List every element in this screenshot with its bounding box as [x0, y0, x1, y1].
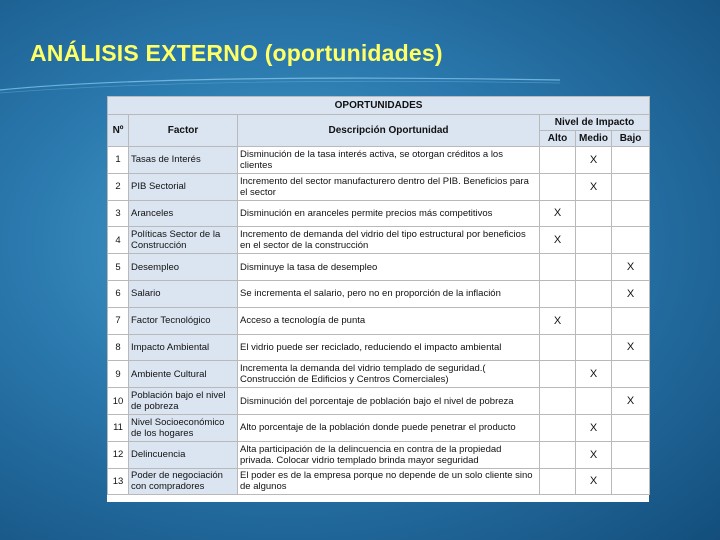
impact-alto [540, 280, 576, 307]
table-row [108, 441, 650, 468]
impact-medio [576, 280, 612, 307]
impact-alto [540, 361, 576, 388]
impact-bajo [612, 307, 650, 334]
row-number: 5 [108, 254, 129, 281]
row-description: Disminución del porcentaje de población bajo el nivel de pobreza [238, 388, 540, 415]
row-description: Disminuye la tasa de desempleo [238, 254, 540, 281]
impact-alto [540, 147, 576, 174]
impact-alto [540, 414, 576, 441]
impact-medio [576, 334, 612, 361]
impact-medio [576, 307, 612, 334]
impact-bajo: X [612, 334, 650, 361]
table-caption: OPORTUNIDADES [108, 97, 650, 115]
impact-alto [540, 254, 576, 281]
table-row [108, 361, 650, 388]
row-description: Disminución en aranceles permite precios más competitivos [238, 200, 540, 227]
row-description: Alta participación de la delincuencia en contra de la propiedad privada. Colocar vidrio templado brinda mayor seguridad [238, 441, 540, 468]
impact-alto: X [540, 200, 576, 227]
row-number: 12 [108, 441, 129, 468]
impact-medio [576, 254, 612, 281]
table-row [108, 414, 650, 441]
table-row [108, 147, 650, 174]
row-number: 9 [108, 361, 129, 388]
row-factor: Poder de negociación con compradores [129, 468, 238, 495]
impact-alto [540, 173, 576, 200]
header-num: Nº [108, 115, 129, 147]
row-number: 7 [108, 307, 129, 334]
row-factor: Políticas Sector de la Construcción [129, 227, 238, 254]
impact-bajo [612, 200, 650, 227]
table-row [108, 280, 650, 307]
impact-medio: X [576, 414, 612, 441]
impact-medio [576, 200, 612, 227]
row-description: Se incrementa el salario, pero no en proporción de la inflación [238, 280, 540, 307]
row-number: 1 [108, 147, 129, 174]
slide-title: ANÁLISIS EXTERNO (oportunidades) [30, 40, 443, 66]
row-factor: Población bajo el nivel de pobreza [129, 388, 238, 415]
row-description: El vidrio puede ser reciclado, reduciendo el impacto ambiental [238, 334, 540, 361]
impact-alto: X [540, 227, 576, 254]
row-description: Incrementa la demanda del vidrio templado de seguridad.( Construcción de Edificios y Centros Comerciales) [238, 361, 540, 388]
impact-medio [576, 227, 612, 254]
row-number: 8 [108, 334, 129, 361]
row-number: 3 [108, 200, 129, 227]
row-description: Incremento del sector manufacturero dentro del PIB. Beneficios para el sector [238, 173, 540, 200]
row-number: 4 [108, 227, 129, 254]
table-row [108, 173, 650, 200]
row-number: 13 [108, 468, 129, 495]
impact-alto [540, 468, 576, 495]
header-description: Descripción Oportunidad [238, 115, 540, 147]
impact-bajo [612, 147, 650, 174]
row-factor: Tasas de Interés [129, 147, 238, 174]
row-description: El poder es de la empresa porque no depende de un solo cliente sino de algunos [238, 468, 540, 495]
header-medio: Medio [576, 131, 612, 147]
impact-alto [540, 388, 576, 415]
row-number: 11 [108, 414, 129, 441]
row-factor: Salario [129, 280, 238, 307]
table-row [108, 388, 650, 415]
row-description: Incremento de demanda del vidrio del tipo estructural por beneficios en el sector de la construcción [238, 227, 540, 254]
header-impact: Nivel de Impacto [540, 115, 650, 131]
impact-medio: X [576, 441, 612, 468]
impact-bajo [612, 173, 650, 200]
impact-bajo: X [612, 254, 650, 281]
impact-bajo [612, 441, 650, 468]
row-factor: Desempleo [129, 254, 238, 281]
table-row [108, 468, 650, 495]
table-row [108, 307, 650, 334]
row-factor: Impacto Ambiental [129, 334, 238, 361]
row-factor: Delincuencia [129, 441, 238, 468]
impact-alto [540, 441, 576, 468]
table-row [108, 254, 650, 281]
decorative-swoosh [0, 74, 560, 96]
impact-alto [540, 334, 576, 361]
row-number: 2 [108, 173, 129, 200]
table-row [108, 334, 650, 361]
opportunities-table [107, 96, 650, 495]
row-factor: Aranceles [129, 200, 238, 227]
row-description: Disminución de la tasa interés activa, se otorgan créditos a los clientes [238, 147, 540, 174]
impact-bajo [612, 361, 650, 388]
row-description: Acceso a tecnología de punta [238, 307, 540, 334]
impact-bajo [612, 227, 650, 254]
row-factor: Ambiente Cultural [129, 361, 238, 388]
impact-medio [576, 388, 612, 415]
impact-bajo [612, 414, 650, 441]
impact-medio: X [576, 173, 612, 200]
row-factor: Nivel Socioeconómico de los hogares [129, 414, 238, 441]
impact-alto: X [540, 307, 576, 334]
impact-bajo: X [612, 388, 650, 415]
header-bajo: Bajo [612, 131, 650, 147]
row-description: Alto porcentaje de la población donde puede penetrar el producto [238, 414, 540, 441]
header-factor: Factor [129, 115, 238, 147]
opportunities-table-container [107, 96, 649, 502]
row-factor: PIB Sectorial [129, 173, 238, 200]
row-number: 6 [108, 280, 129, 307]
impact-bajo: X [612, 280, 650, 307]
impact-medio: X [576, 468, 612, 495]
row-factor: Factor Tecnológico [129, 307, 238, 334]
row-number: 10 [108, 388, 129, 415]
impact-medio: X [576, 361, 612, 388]
impact-medio: X [576, 147, 612, 174]
header-alto: Alto [540, 131, 576, 147]
table-row [108, 227, 650, 254]
table-row [108, 200, 650, 227]
impact-bajo [612, 468, 650, 495]
